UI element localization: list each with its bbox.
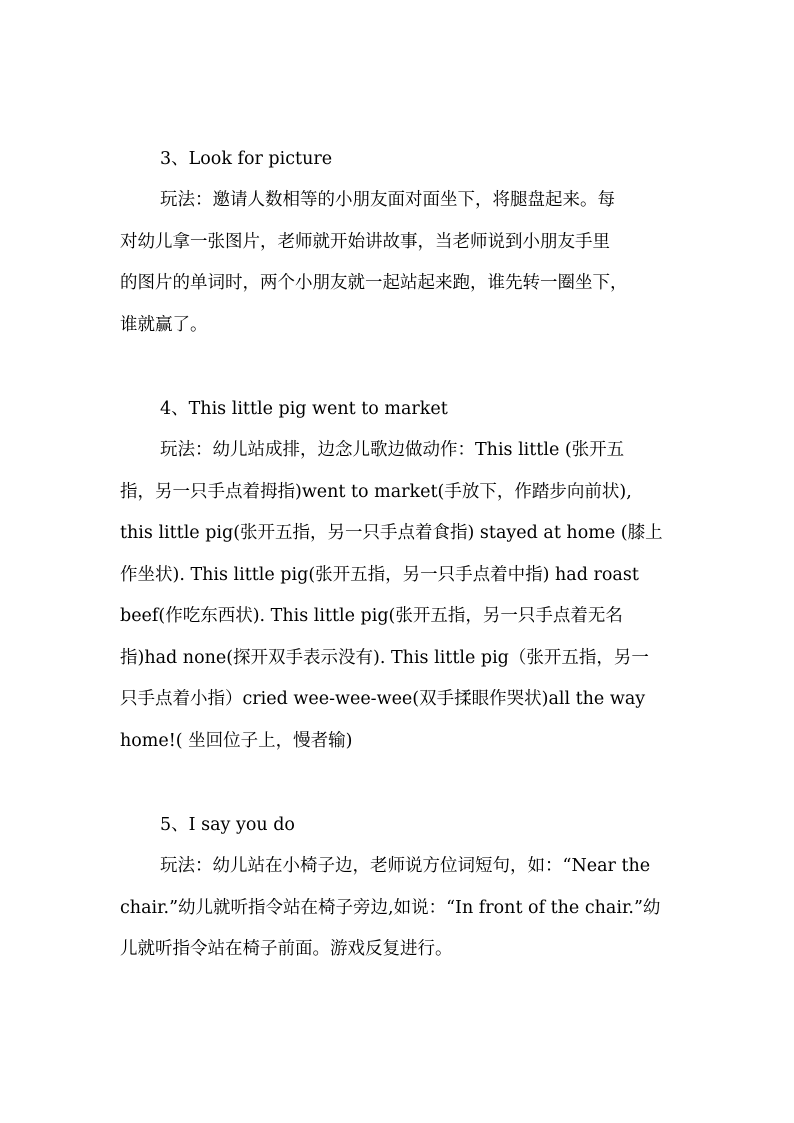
section-5-line-3: 儿就听指令站在椅子前面。游戏反复进行。 — [120, 939, 453, 959]
section-3-line-4: 谁就赢了。 — [120, 315, 208, 335]
section-4-heading: 4、This little pig went to market — [160, 399, 448, 419]
section-4-line-1: 玩法：幼儿站成排，边念儿歌边做动作：This little (张开五 — [160, 440, 625, 460]
section-3-line-1: 玩法：邀请人数相等的小朋友面对面坐下，将腿盘起来。每 — [160, 190, 615, 210]
section-4-line-2: 指，另一只手点着拇指)went to market(手放下，作踏步向前状), — [120, 482, 632, 502]
section-4-line-7: 只手点着小指）cried wee-wee-wee(双手揉眼作哭状)all the way — [120, 689, 646, 709]
section-3-line-2: 对幼儿拿一张图片，老师就开始讲故事，当老师说到小朋友手里 — [120, 232, 610, 252]
section-4-line-4: 作坐状). This little pig(张开五指，另一只手点着中指) had roast — [120, 565, 639, 585]
section-3-heading: 3、Look for picture — [160, 149, 333, 169]
section-3-line-3: 的图片的单词时，两个小朋友就一起站起来跑，谁先转一圈坐下， — [120, 273, 628, 293]
section-4-line-3: this little pig(张开五指，另一只手点着食指) stayed at home (膝上 — [120, 523, 663, 543]
section-4-line-8: home!( 坐回位子上，慢者输) — [120, 731, 353, 751]
section-5-line-1: 玩法：幼儿站在小椅子边，老师说方位词短句，如：“Near the — [160, 856, 651, 876]
section-5-heading: 5、I say you do — [160, 815, 295, 835]
section-4-line-5: beef(作吃东西状). This little pig(张开五指，另一只手点着无名 — [120, 606, 623, 626]
section-4-line-6: 指)had none(探开双手表示没有). This little pig（张开五指，另一 — [120, 648, 649, 668]
section-5-line-2: chair.”幼儿就听指令站在椅子旁边,如说：“In front of the chair.”幼 — [120, 898, 661, 918]
